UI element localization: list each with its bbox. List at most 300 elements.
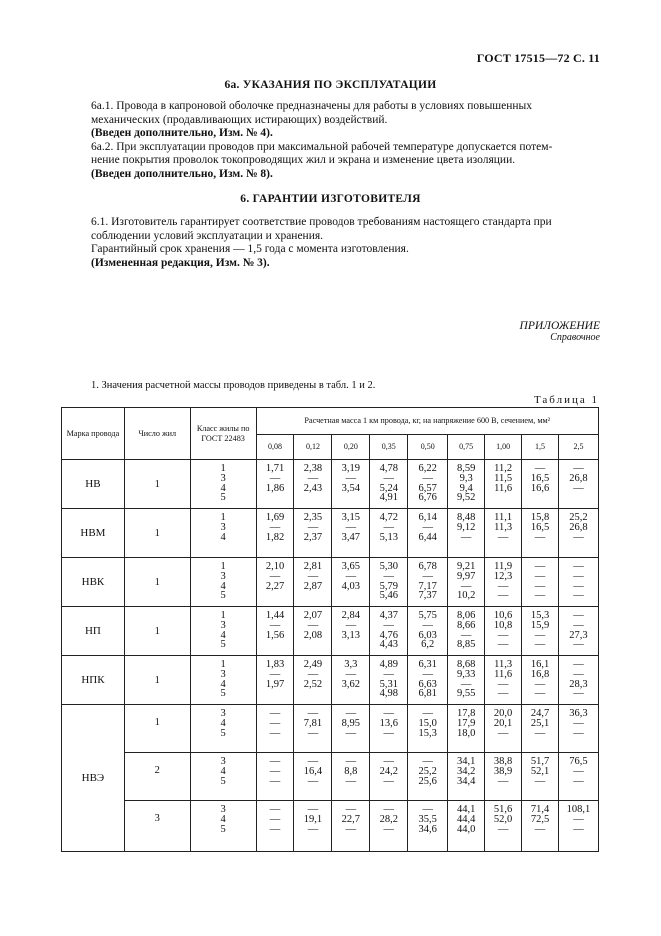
cell-mass bbox=[408, 656, 448, 705]
table-cell-value: — bbox=[383, 521, 395, 533]
table-row bbox=[62, 753, 599, 801]
table-cell-value: 11,1 bbox=[494, 512, 513, 523]
table-cell-value: 2,81 bbox=[303, 561, 323, 572]
col-header-section: 0,50 bbox=[408, 435, 448, 460]
table-cell-value: 6,44 bbox=[418, 531, 437, 543]
table-cell-value: — bbox=[345, 756, 357, 767]
section-6a-p1-line1: 6а.1. Провода в капроновой оболочке предназначены для работы в условиях повышенных bbox=[91, 100, 533, 112]
table-cell-value: — bbox=[422, 804, 433, 815]
table-cell-value: — bbox=[345, 727, 357, 739]
section-6-title: 6. ГАРАНТИИ ИЗГОТОВИТЕЛЯ bbox=[240, 193, 421, 205]
cell-mass bbox=[448, 558, 485, 607]
table-cell-value: — bbox=[269, 570, 281, 582]
section-6-paragraph bbox=[91, 216, 599, 270]
table-cell-value bbox=[522, 493, 558, 503]
table-cell-value: — bbox=[345, 619, 357, 631]
table-cell-value: 4 bbox=[220, 678, 226, 690]
table-cell-value: 3 bbox=[220, 708, 226, 719]
table-cell-value: 6,81 bbox=[418, 688, 437, 700]
table-cell-value: 13,6 bbox=[379, 717, 398, 729]
cell-class bbox=[190, 656, 256, 705]
table-cell-value: 3,62 bbox=[341, 678, 361, 690]
table-cell-value: 3 bbox=[220, 619, 226, 631]
table-cell-value: — bbox=[307, 570, 319, 582]
col-header-section: 0,35 bbox=[370, 435, 408, 460]
table-cell-value: 24,2 bbox=[379, 765, 398, 777]
table-cell-value: — bbox=[534, 775, 546, 787]
cell-mass bbox=[370, 509, 408, 558]
col-header-class: Класс жилы по ГОСТ 22483 bbox=[190, 408, 256, 460]
table-cell-value: 3 bbox=[220, 472, 226, 484]
table-cell-value: — bbox=[534, 580, 546, 592]
table-cell-value: 2,07 bbox=[303, 610, 323, 621]
table-cell-value: 4 bbox=[220, 531, 226, 543]
cell-class bbox=[190, 801, 256, 852]
table-cell-value: — bbox=[497, 823, 509, 835]
cell-mass bbox=[370, 607, 408, 656]
cell-cores: 1 bbox=[124, 509, 190, 558]
table-cell-value: 6,03 bbox=[418, 629, 437, 641]
cell-cores: 2 bbox=[124, 753, 190, 801]
table-cell-value: — bbox=[534, 629, 546, 641]
table-cell-value: — bbox=[573, 590, 584, 602]
appendix-subtitle: Справочное bbox=[550, 332, 600, 343]
table-cell-value: — bbox=[573, 717, 584, 729]
table-cell-value: 9,52 bbox=[456, 492, 476, 504]
table-cell-value: 15,0 bbox=[418, 717, 437, 729]
table-cell-value: — bbox=[269, 765, 281, 777]
cell-mass bbox=[256, 705, 294, 753]
table-cell-value: — bbox=[422, 472, 433, 484]
table-cell-value: — bbox=[497, 629, 509, 641]
cell-mass bbox=[522, 558, 559, 607]
table-cell-value: 8,85 bbox=[456, 639, 476, 651]
col-header-section: 0,12 bbox=[294, 435, 332, 460]
table-cell-value: 6,57 bbox=[418, 482, 437, 494]
table-cell-value: 76,5 bbox=[569, 756, 588, 767]
cell-mass bbox=[448, 753, 485, 801]
table-cell-value: — bbox=[307, 619, 319, 631]
mass-table bbox=[61, 407, 599, 852]
table-cell-value: 38,9 bbox=[493, 765, 513, 777]
table-cell-value: — bbox=[307, 708, 319, 719]
table-cell-value: 2,37 bbox=[303, 531, 323, 543]
cell-cores: 1 bbox=[124, 705, 190, 753]
cell-mass bbox=[332, 460, 370, 509]
table-cell-value: 9,3 bbox=[459, 472, 473, 484]
table-cell-value: — bbox=[573, 610, 584, 621]
table-cell-value: 15,3 bbox=[530, 610, 550, 621]
table-cell-value: — bbox=[497, 531, 509, 543]
table-cell-value: 8,59 bbox=[456, 463, 476, 474]
table-cell-value: 25,2 bbox=[418, 765, 437, 777]
col-header-section: 1,5 bbox=[522, 435, 559, 460]
cell-mass bbox=[370, 705, 408, 753]
cell-mass bbox=[370, 558, 408, 607]
table-cell-value: 1,69 bbox=[265, 512, 285, 523]
table-cell-value: — bbox=[460, 531, 472, 543]
table-cell-value: 9,55 bbox=[456, 688, 476, 700]
table-cell-value: — bbox=[422, 570, 433, 582]
table-row bbox=[62, 801, 599, 852]
table-cell-value: 6,14 bbox=[418, 512, 437, 523]
table-cell-value: 5 bbox=[220, 639, 226, 651]
cell-mass bbox=[448, 607, 485, 656]
section-6a-p2-line2: нение покрытия проволок токопроводящих жил и экрана и изменение цвета изоляции. bbox=[91, 154, 516, 166]
table-cell-value bbox=[332, 591, 369, 601]
cell-mass bbox=[448, 705, 485, 753]
col-header-cores: Число жил bbox=[124, 408, 190, 460]
cell-mass bbox=[256, 607, 294, 656]
table-cell-value: — bbox=[573, 727, 584, 739]
table-cell-value: — bbox=[422, 708, 433, 719]
table-cell-value: 5 bbox=[220, 823, 226, 835]
cell-mass bbox=[522, 801, 559, 852]
table-cell-value: 22,7 bbox=[341, 813, 361, 825]
table-cell-value: — bbox=[383, 708, 395, 719]
cell-mass bbox=[485, 801, 522, 852]
table-cell-value: — bbox=[534, 688, 546, 700]
table-cell-value: — bbox=[534, 639, 546, 651]
cell-mass bbox=[294, 460, 332, 509]
table-cell-value: 10,8 bbox=[493, 619, 513, 631]
cell-mass bbox=[408, 607, 448, 656]
table-cell-value: 26,8 bbox=[569, 521, 588, 533]
cell-mass bbox=[408, 509, 448, 558]
table-cell-value: 4 bbox=[220, 813, 226, 825]
table-cell-value bbox=[485, 493, 521, 503]
table-cell-value: — bbox=[573, 823, 584, 835]
table-cell-value: 11,6 bbox=[494, 668, 513, 680]
table-cell-value: 17,8 bbox=[456, 708, 476, 719]
col-header-section: 1,00 bbox=[485, 435, 522, 460]
table-cell-value: — bbox=[269, 775, 281, 787]
table-cell-value: 4,43 bbox=[379, 639, 398, 651]
cell-mass bbox=[408, 801, 448, 852]
table-cell-value: 3,47 bbox=[341, 531, 361, 543]
table-cell-value: 20,1 bbox=[493, 717, 513, 729]
table-cell-value: 11,3 bbox=[494, 521, 513, 533]
table-cell-value: 8,66 bbox=[456, 619, 476, 631]
table-cell-value: 5,24 bbox=[379, 482, 398, 494]
cell-mass bbox=[370, 460, 408, 509]
table-cell-value: 44,1 bbox=[456, 804, 476, 815]
table-cell-value: — bbox=[307, 756, 319, 767]
table-cell-value: — bbox=[573, 765, 584, 777]
table-cell-value: — bbox=[345, 823, 357, 835]
cell-mass bbox=[332, 656, 370, 705]
table-cell-value: 16,8 bbox=[530, 668, 550, 680]
table-cell-value: — bbox=[573, 639, 584, 651]
table-cell-value: — bbox=[307, 668, 319, 680]
cell-mass bbox=[448, 509, 485, 558]
table-cell-value: — bbox=[422, 668, 433, 680]
table-cell-value: — bbox=[573, 482, 584, 494]
table-cell-value: 2,27 bbox=[265, 580, 285, 592]
table-cell-value: — bbox=[345, 668, 357, 680]
table-cell-value: 4 bbox=[220, 765, 226, 777]
table-cell-value: 2,08 bbox=[303, 629, 323, 641]
table-cell-value: 34,4 bbox=[456, 775, 476, 787]
table-cell-value: 15,3 bbox=[418, 727, 437, 739]
table-cell-value: 7,81 bbox=[303, 717, 323, 729]
cell-mass bbox=[408, 705, 448, 753]
table-cell-value: 4,91 bbox=[379, 492, 398, 504]
cell-mass bbox=[294, 753, 332, 801]
table-cell-value bbox=[257, 689, 294, 699]
table-cell-value: 5,46 bbox=[379, 590, 398, 602]
table-caption: Таблица 1 bbox=[533, 394, 599, 406]
table-cell-value: 4,89 bbox=[379, 659, 398, 670]
table-cell-value: 12,3 bbox=[493, 570, 513, 582]
table-cell-value: 4 bbox=[220, 717, 226, 729]
cell-mass bbox=[485, 460, 522, 509]
table-cell-value: 4,37 bbox=[379, 610, 398, 621]
table-cell-value: 8,68 bbox=[456, 659, 476, 670]
table-cell-value: — bbox=[269, 708, 281, 719]
cell-mass bbox=[522, 607, 559, 656]
table-cell-value: — bbox=[383, 668, 395, 680]
table-cell-value: 16,6 bbox=[530, 482, 550, 494]
table-cell-value: 4 bbox=[220, 482, 226, 494]
table-cell-value: — bbox=[307, 521, 319, 533]
cell-mass bbox=[485, 753, 522, 801]
col-header-section: 0,20 bbox=[332, 435, 370, 460]
cell-brand: НВК bbox=[62, 558, 125, 607]
table-cell-value: — bbox=[307, 804, 319, 815]
table-cell-value: — bbox=[345, 804, 357, 815]
table-cell-value: — bbox=[497, 775, 509, 787]
table-cell-value: 11,2 bbox=[494, 463, 513, 474]
table-cell-value: 1 bbox=[220, 610, 226, 621]
table-cell-value: — bbox=[534, 678, 546, 690]
cell-mass bbox=[294, 607, 332, 656]
table-cell-value: 15,8 bbox=[530, 512, 550, 523]
table-cell-value: 18,0 bbox=[456, 727, 476, 739]
cell-mass bbox=[522, 656, 559, 705]
table-cell-value bbox=[559, 493, 598, 503]
table-cell-value: 2,43 bbox=[303, 482, 323, 494]
cell-mass bbox=[558, 460, 598, 509]
table-cell-value: — bbox=[497, 590, 509, 602]
table-cell-value bbox=[332, 493, 369, 503]
table-cell-value: — bbox=[534, 561, 546, 572]
table-cell-value: — bbox=[307, 727, 319, 739]
table-cell-value bbox=[294, 591, 331, 601]
section-6a-paragraph-1 bbox=[91, 100, 599, 181]
table-cell-value: 5 bbox=[220, 688, 226, 700]
table-cell-value: 1,71 bbox=[265, 463, 285, 474]
cell-mass bbox=[332, 509, 370, 558]
cell-mass bbox=[558, 509, 598, 558]
table-cell-value: — bbox=[460, 629, 472, 641]
table-cell-value: 11,3 bbox=[494, 659, 513, 670]
cell-mass bbox=[370, 801, 408, 852]
table-cell-value: — bbox=[383, 756, 395, 767]
table-cell-value: 1 bbox=[220, 463, 226, 474]
cell-mass bbox=[332, 705, 370, 753]
table-cell-value: — bbox=[460, 678, 472, 690]
table-cell-value: 1 bbox=[220, 659, 226, 670]
cell-brand: НП bbox=[62, 607, 125, 656]
table-cell-value: — bbox=[573, 463, 584, 474]
cell-mass bbox=[558, 558, 598, 607]
cell-mass bbox=[448, 656, 485, 705]
table-cell-value: — bbox=[307, 472, 319, 484]
cell-mass bbox=[522, 460, 559, 509]
table-cell-value: 9,21 bbox=[456, 561, 476, 572]
table-cell-value: 2,38 bbox=[303, 463, 323, 474]
table-cell-value: — bbox=[345, 708, 357, 719]
table-row bbox=[62, 705, 599, 753]
table-cell-value: 36,3 bbox=[569, 708, 588, 719]
cell-mass bbox=[294, 656, 332, 705]
table-cell-value: — bbox=[269, 668, 281, 680]
table-cell-value: 34,1 bbox=[456, 756, 476, 767]
table-cell-value: 4,98 bbox=[379, 688, 398, 700]
cell-cores: 1 bbox=[124, 460, 190, 509]
table-cell-value: — bbox=[573, 688, 584, 700]
table-cell-value: 15,9 bbox=[530, 619, 550, 631]
table-cell-value: 1,83 bbox=[265, 659, 285, 670]
table-cell-value: — bbox=[383, 804, 395, 815]
table-cell-value: — bbox=[422, 521, 433, 533]
cell-mass bbox=[408, 460, 448, 509]
cell-mass bbox=[522, 509, 559, 558]
table-cell-value: 25,2 bbox=[569, 512, 588, 523]
cell-mass bbox=[485, 607, 522, 656]
table-cell-value: 25,1 bbox=[530, 717, 550, 729]
table-cell-value bbox=[332, 689, 369, 699]
table-cell-value: 9,4 bbox=[459, 482, 473, 494]
cell-cores: 3 bbox=[124, 801, 190, 852]
table-cell-value: 11,9 bbox=[494, 561, 513, 572]
section-6-p1-line2: соблюдении условий эксплуатации и хранения. bbox=[91, 229, 324, 242]
section-6a-title: 6а. УКАЗАНИЯ ПО ЭКСПЛУАТАЦИИ bbox=[224, 79, 437, 91]
table-cell-value: 6,22 bbox=[418, 463, 437, 474]
cell-mass bbox=[294, 509, 332, 558]
table-cell-value: 2,49 bbox=[303, 659, 323, 670]
table-cell-value: 11,6 bbox=[494, 482, 513, 494]
table-cell-value: — bbox=[534, 531, 546, 543]
table-cell-value: — bbox=[534, 727, 546, 739]
table-row bbox=[62, 460, 599, 509]
table-row bbox=[62, 558, 599, 607]
col-header-section: 0,08 bbox=[256, 435, 294, 460]
table-cell-value: 52,1 bbox=[530, 765, 550, 777]
table-cell-value: 2,84 bbox=[341, 610, 361, 621]
cell-mass bbox=[558, 705, 598, 753]
table-cell-value: 6,63 bbox=[418, 678, 437, 690]
table-cell-value: — bbox=[534, 463, 546, 474]
col-header-brand: Марка провода bbox=[62, 408, 125, 460]
table-cell-value: 4,78 bbox=[379, 463, 398, 474]
cell-mass bbox=[485, 558, 522, 607]
table-cell-value: — bbox=[269, 472, 281, 484]
table-cell-value: 19,1 bbox=[303, 813, 323, 825]
table-cell-value: 8,95 bbox=[341, 717, 361, 729]
table-cell-value: — bbox=[269, 756, 281, 767]
table-cell-value: — bbox=[269, 823, 281, 835]
table-cell-value bbox=[332, 640, 369, 650]
table-cell-value: — bbox=[497, 639, 509, 651]
table-cell-value: 3 bbox=[220, 521, 226, 533]
table-cell-value: — bbox=[383, 775, 395, 787]
table-note: 1. Значения расчетной массы проводов приведены в табл. 1 и 2. bbox=[91, 380, 376, 391]
table-cell-value: 6,76 bbox=[418, 492, 437, 504]
appendix-title: ПРИЛОЖЕНИЕ bbox=[519, 320, 600, 332]
cell-mass bbox=[558, 656, 598, 705]
table-cell-value: 11,5 bbox=[494, 472, 513, 484]
table-cell-value: 16,1 bbox=[530, 659, 550, 670]
table-cell-value: — bbox=[269, 521, 281, 533]
table-cell-value: — bbox=[269, 804, 281, 815]
table-cell-value: — bbox=[497, 580, 509, 592]
table-cell-value: 6,31 bbox=[418, 659, 437, 670]
table-cell-value: 1,86 bbox=[265, 482, 285, 494]
table-cell-value: 7,17 bbox=[418, 580, 437, 592]
table-cell-value: — bbox=[383, 727, 395, 739]
table-cell-value: 51,7 bbox=[530, 756, 550, 767]
table-cell-value: 108,1 bbox=[566, 804, 591, 815]
cell-mass bbox=[485, 509, 522, 558]
cell-cores: 1 bbox=[124, 558, 190, 607]
cell-mass bbox=[294, 558, 332, 607]
table-cell-value: — bbox=[573, 531, 584, 543]
table-cell-value: — bbox=[497, 727, 509, 739]
table-cell-value: — bbox=[383, 619, 395, 631]
cell-mass bbox=[485, 705, 522, 753]
cell-class bbox=[190, 607, 256, 656]
cell-brand: НВМ bbox=[62, 509, 125, 558]
cell-mass bbox=[485, 656, 522, 705]
table-cell-value: 3 bbox=[220, 570, 226, 582]
table-cell-value: 8,8 bbox=[344, 765, 358, 777]
page-header: ГОСТ 17515—72 С. 11 bbox=[476, 51, 600, 65]
table-cell-value: 9,12 bbox=[456, 521, 476, 533]
table-cell-value: — bbox=[573, 561, 584, 572]
table-cell-value: 5 bbox=[220, 775, 226, 787]
cell-mass bbox=[294, 705, 332, 753]
section-6a-p2-note: (Введен дополнительно, Изм. № 8). bbox=[91, 167, 273, 180]
table-cell-value: 28,2 bbox=[379, 813, 398, 825]
table-cell-value: 3 bbox=[220, 756, 226, 767]
table-cell-value: — bbox=[269, 619, 281, 631]
table-cell-value: — bbox=[534, 570, 546, 582]
cell-mass bbox=[294, 801, 332, 852]
appendix-label bbox=[520, 320, 600, 344]
cell-class bbox=[190, 460, 256, 509]
table-cell-value: — bbox=[383, 570, 395, 582]
table-cell-value: 24,7 bbox=[530, 708, 550, 719]
table-cell-value bbox=[294, 640, 331, 650]
table-cell-value: — bbox=[422, 756, 433, 767]
table-cell-value: — bbox=[460, 580, 472, 592]
table-cell-value: — bbox=[497, 688, 509, 700]
table-cell-value: 51,6 bbox=[493, 804, 513, 815]
table-cell-value: 9,97 bbox=[456, 570, 476, 582]
cell-class bbox=[190, 509, 256, 558]
table-cell-value: 4 bbox=[220, 580, 226, 592]
table-cell-value: 1,44 bbox=[265, 610, 285, 621]
cell-mass bbox=[522, 705, 559, 753]
table-cell-value: — bbox=[307, 823, 319, 835]
table-cell-value: 4,76 bbox=[379, 629, 398, 641]
table-cell-value: — bbox=[269, 717, 281, 729]
table-cell-value: — bbox=[269, 727, 281, 739]
table-cell-value: — bbox=[345, 521, 357, 533]
table-cell-value: 26,8 bbox=[569, 472, 588, 484]
